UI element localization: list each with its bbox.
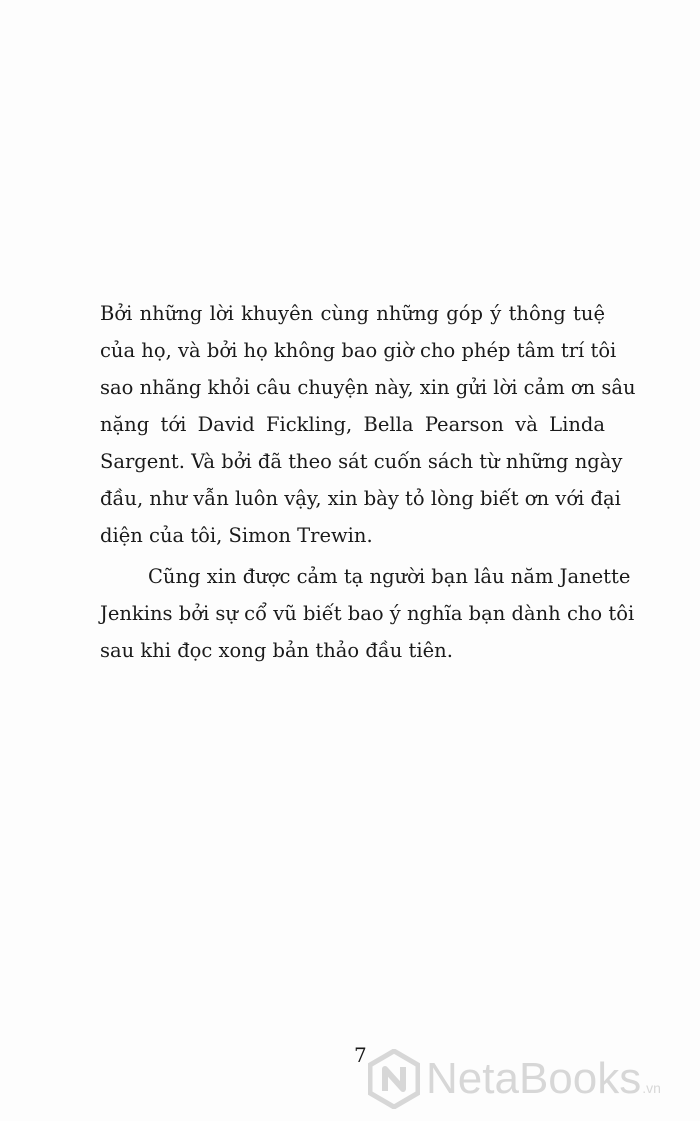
text-line: đầu, như vẫn luôn vậy, xin bày tỏ lòng biết ơn với đại <box>100 487 621 510</box>
watermark-brand: NetaBooks <box>426 1054 642 1103</box>
text-line: Cũng xin được cảm tạ người bạn lâu năm Janette <box>148 565 631 588</box>
text-line: nặng tới David Fickling, Bella Pearson và Linda <box>100 413 605 436</box>
text-line: Bởi những lời khuyên cùng những góp ý thông tuệ <box>100 302 605 325</box>
watermark <box>368 1044 661 1114</box>
page-number: 7 <box>354 1043 367 1067</box>
paragraph-1 <box>100 295 636 554</box>
text-line: sao nhãng khỏi câu chuyện này, xin gửi lời cảm ơn sâu <box>100 376 636 399</box>
text-line: diện của tôi, Simon Trewin. <box>100 524 373 547</box>
text-line: Jenkins bởi sự cổ vũ biết bao ý nghĩa bạn dành cho tôi <box>100 602 635 625</box>
text-line: của họ, và bởi họ không bao giờ cho phép tâm trí tôi <box>100 339 617 362</box>
acknowledgements-text <box>100 295 636 669</box>
text-line: Sargent. Và bởi đã theo sát cuốn sách từ những ngày <box>100 450 623 473</box>
watermark-suffix: .vn <box>642 1080 661 1096</box>
netabooks-logo-icon <box>368 1049 420 1109</box>
text-line: sau khi đọc xong bản thảo đầu tiên. <box>100 639 453 662</box>
paragraph-2 <box>100 558 635 669</box>
